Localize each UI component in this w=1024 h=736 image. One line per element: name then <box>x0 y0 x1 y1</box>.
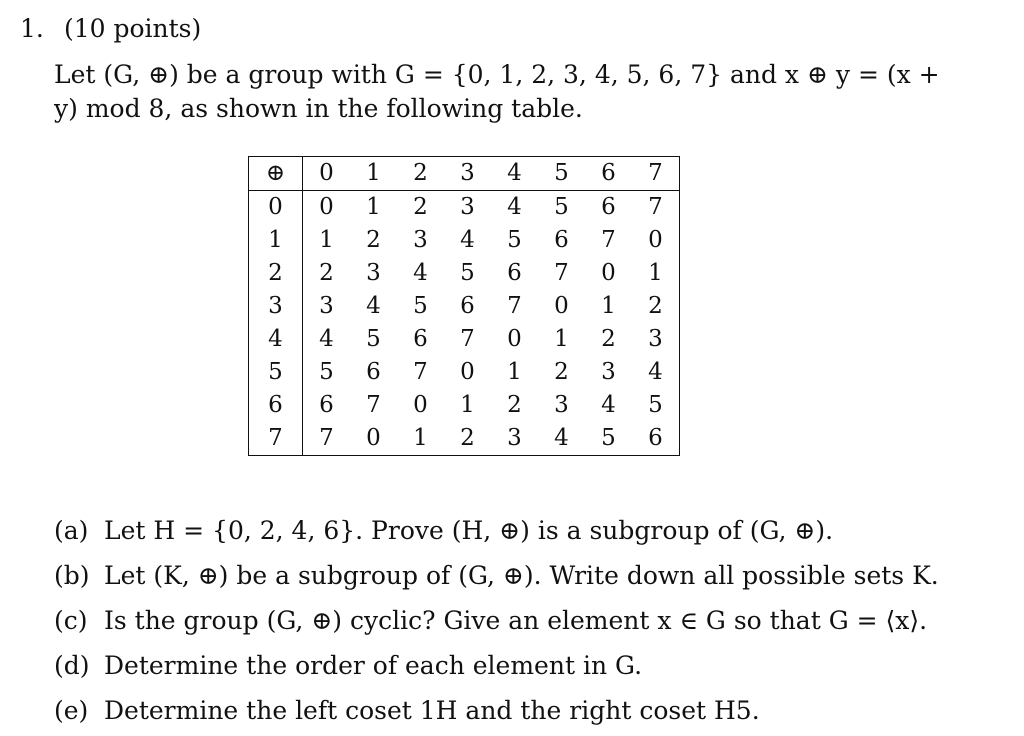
problem-statement <box>54 58 954 126</box>
table-cell: 7 <box>507 293 522 319</box>
table-cell: 4 <box>460 227 475 253</box>
table-row <box>249 356 680 389</box>
table-cell: 4 <box>366 293 381 319</box>
question-text: Determine the left coset 1H and the right coset H5. <box>104 696 760 725</box>
table-cell: 7 <box>648 194 663 220</box>
table-cell: 2 <box>648 293 663 319</box>
table-row <box>249 290 680 323</box>
question-list <box>54 511 939 736</box>
table-cell: 6 <box>460 293 475 319</box>
table-cell: 6 <box>601 194 616 220</box>
table-cell: 1 <box>507 359 522 385</box>
table-cell: 7 <box>366 392 381 418</box>
row-header: 7 <box>249 422 303 456</box>
question-a <box>54 511 939 556</box>
table-cell: 3 <box>648 326 663 352</box>
column-header: 0 <box>303 157 351 191</box>
table-cell: 0 <box>648 227 663 253</box>
table-cell: 5 <box>319 359 334 385</box>
table-row <box>249 224 680 257</box>
column-header: 3 <box>444 157 491 191</box>
table-cell: 0 <box>554 293 569 319</box>
table-cell: 2 <box>319 260 334 286</box>
table-body <box>249 191 680 456</box>
row-header: 3 <box>249 290 303 323</box>
table-cell: 3 <box>319 293 334 319</box>
table-cell: 5 <box>554 194 569 220</box>
table-cell: 0 <box>507 326 522 352</box>
table-cell: 6 <box>554 227 569 253</box>
table-cell: 7 <box>601 227 616 253</box>
table-cell: 2 <box>554 359 569 385</box>
table-cell: 2 <box>601 326 616 352</box>
question-e <box>54 691 939 736</box>
table-cell: 6 <box>366 359 381 385</box>
table-cell: 3 <box>554 392 569 418</box>
question-label: (a) <box>54 516 89 545</box>
table-cell: 5 <box>413 293 428 319</box>
row-header: 2 <box>249 257 303 290</box>
table-cell: 7 <box>319 425 334 451</box>
table-cell: 3 <box>460 194 475 220</box>
table-cell: 1 <box>648 260 663 286</box>
question-d <box>54 646 939 691</box>
question-text: Is the group (G, ⊕) cyclic? Give an element x ∈ G so that G = ⟨x⟩. <box>104 606 928 635</box>
table-cell: 3 <box>413 227 428 253</box>
statement-line-2: y) mod 8, as shown in the following table. <box>54 94 583 123</box>
table-cell: 6 <box>319 392 334 418</box>
table-cell: 5 <box>648 392 663 418</box>
table-cell: 5 <box>601 425 616 451</box>
row-header: 1 <box>249 224 303 257</box>
row-header: 6 <box>249 389 303 422</box>
table-cell: 7 <box>554 260 569 286</box>
table-cell: 4 <box>413 260 428 286</box>
problem-number: 1. <box>20 14 44 43</box>
row-header: 0 <box>249 191 303 225</box>
table-cell: 4 <box>648 359 663 385</box>
table-cell: 0 <box>460 359 475 385</box>
table-cell: 0 <box>366 425 381 451</box>
column-header: 2 <box>397 157 444 191</box>
table-cell: 6 <box>648 425 663 451</box>
table-header-row <box>249 157 680 191</box>
table-cell: 2 <box>413 194 428 220</box>
table-cell: 1 <box>319 227 334 253</box>
table-cell: 4 <box>319 326 334 352</box>
column-header: 1 <box>350 157 397 191</box>
problem-header <box>20 14 201 43</box>
table-cell: 4 <box>601 392 616 418</box>
table-cell: 6 <box>507 260 522 286</box>
table-row <box>249 257 680 290</box>
question-text: Let (K, ⊕) be a subgroup of (G, ⊕). Write down all possible sets K. <box>104 561 939 590</box>
table-row <box>249 389 680 422</box>
cayley-table <box>248 156 680 456</box>
question-c <box>54 601 939 646</box>
row-header: 5 <box>249 356 303 389</box>
table-cell: 3 <box>366 260 381 286</box>
table-cell: 1 <box>460 392 475 418</box>
row-header: 4 <box>249 323 303 356</box>
table-row <box>249 422 680 456</box>
table-cell: 0 <box>319 194 334 220</box>
table-cell: 1 <box>601 293 616 319</box>
table-cell: 5 <box>460 260 475 286</box>
column-header: 7 <box>632 157 680 191</box>
column-header: 4 <box>491 157 538 191</box>
table-cell: 6 <box>413 326 428 352</box>
question-text: Determine the order of each element in G. <box>104 651 643 680</box>
table-cell: 1 <box>413 425 428 451</box>
table-cell: 5 <box>507 227 522 253</box>
question-b <box>54 556 939 601</box>
question-label: (e) <box>54 696 89 725</box>
table-cell: 7 <box>460 326 475 352</box>
table-cell: 2 <box>366 227 381 253</box>
column-header: 6 <box>585 157 632 191</box>
question-label: (d) <box>54 651 90 680</box>
cayley-table-container <box>248 156 680 456</box>
table-row <box>249 191 680 225</box>
operator-symbol: ⊕ <box>249 157 303 191</box>
table-cell: 4 <box>554 425 569 451</box>
table-cell: 2 <box>460 425 475 451</box>
table-cell: 4 <box>507 194 522 220</box>
problem-points: (10 points) <box>63 14 202 43</box>
statement-line-1: Let (G, ⊕) be a group with G = {0, 1, 2, 3, 4, 5, 6, 7} and x ⊕ y = (x + <box>54 60 940 89</box>
question-label: (c) <box>54 606 88 635</box>
table-cell: 3 <box>507 425 522 451</box>
question-text: Let H = {0, 2, 4, 6}. Prove (H, ⊕) is a subgroup of (G, ⊕). <box>104 516 834 545</box>
table-cell: 0 <box>413 392 428 418</box>
table-cell: 1 <box>366 194 381 220</box>
table-cell: 0 <box>601 260 616 286</box>
question-label: (b) <box>54 561 90 590</box>
column-header: 5 <box>538 157 585 191</box>
table-cell: 2 <box>507 392 522 418</box>
table-row <box>249 323 680 356</box>
table-cell: 3 <box>601 359 616 385</box>
table-cell: 1 <box>554 326 569 352</box>
table-cell: 7 <box>413 359 428 385</box>
table-cell: 5 <box>366 326 381 352</box>
